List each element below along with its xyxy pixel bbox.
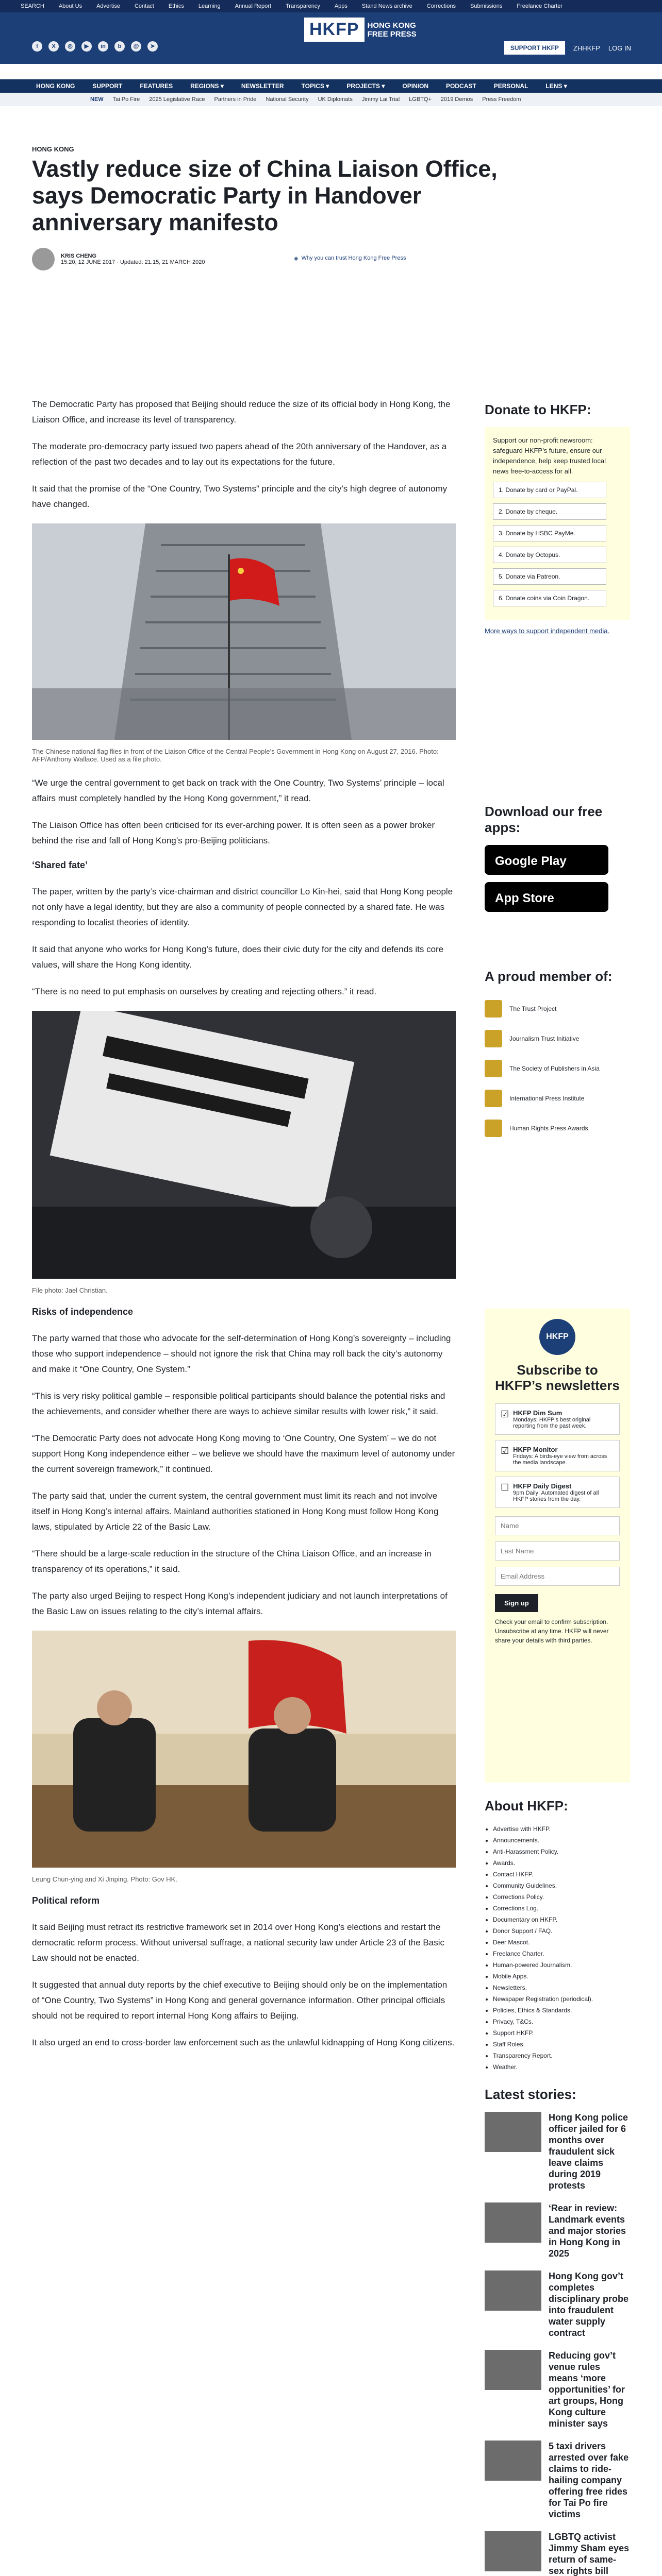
topbar-link[interactable]: Advertise: [96, 3, 120, 9]
member-org[interactable]: [485, 1083, 630, 1113]
topbar-link[interactable]: Contact: [134, 3, 154, 9]
paragraph: The Liaison Office has often been criticised for its ever-arching power. It is often seen as a power broker behind the rise and fall of Hong Kong’s pro-Beijing politicians.: [32, 820, 435, 845]
chinese-site-link[interactable]: ZHHKFP: [573, 44, 600, 52]
checkbox[interactable]: ☐: [501, 1482, 509, 1493]
paragraph: The paper, written by the party’s vice-chairman and district councillor Lo Kin-hei, said that Hong Kong people not only have a legal identity, but they are also a community of people connected by a shared fate. He was responding to localist theories of identity.: [32, 887, 453, 927]
topbar-link[interactable]: Freelance Charter: [517, 3, 563, 9]
about-link[interactable]: • Human-powered Journalism.: [493, 1959, 630, 1971]
about-link[interactable]: • Freelance Charter.: [493, 1948, 630, 1959]
bluesky-icon[interactable]: b: [114, 41, 125, 52]
topbar-link[interactable]: Transparency: [286, 3, 320, 9]
paragraph: It said that the promise of the “One Country, Two Systems” principle and the city’s high degree of autonomy have changed.: [32, 484, 448, 509]
trending-link[interactable]: Press Freedom: [482, 96, 521, 103]
newsletter-title: Subscribe to HKFP’s newsletters: [495, 1362, 620, 1393]
signup-button[interactable]: Sign up: [495, 1594, 538, 1612]
paragraph: “There should be a large-scale reduction in the structure of the China Liaison Office, and an increase in transparency of its operations,” it said.: [32, 1549, 432, 1574]
latest-story[interactable]: [485, 2112, 630, 2191]
topbar-link[interactable]: Apps: [334, 3, 347, 9]
article-dates: 15:20, 12 JUNE 2017 · Updated: 21:15, 21 MARCH 2020: [61, 259, 205, 265]
newsletter-note: Check your email to confirm subscription. Unsubscribe at any time. HKFP will never share your details with third parties.: [495, 1618, 609, 1644]
nav-item[interactable]: SUPPORT: [92, 82, 123, 90]
liaison-office-photo: [32, 523, 456, 742]
topbar-link[interactable]: Annual Report: [235, 3, 271, 9]
photo-caption: The Chinese national flag flies in front of the Liaison Office of the Central People’s Government in Hong Kong on August 27, 2016. Photo: AFP/Anthony Wallace. Used as a file photo.: [32, 748, 439, 763]
latest-story[interactable]: [485, 2531, 630, 2576]
paragraph: The moderate pro-democracy party issued two papers ahead of the 20th anniversary of the Handover, as a reflection of the past two decades and to lay out its expectations for the future.: [32, 442, 447, 467]
newsletter-desc: Fridays: A birds-eye view from across the media landscape.: [513, 1453, 607, 1466]
protest-photo: [32, 1011, 456, 1281]
subheading: ‘Shared fate’: [32, 860, 88, 870]
about-link[interactable]: • Newsletters.: [493, 1982, 630, 1993]
instagram-icon[interactable]: ◎: [65, 41, 75, 52]
paragraph: The party warned that those who advocate for the self-determination of Hong Kong’s sovereignty – including those who support independence – should not ignore the risk that China may roll back the city’s autonomy and make it “One Country, One System.”: [32, 1333, 451, 1374]
linkedin-icon[interactable]: in: [98, 41, 108, 52]
trending-bar: [0, 93, 662, 106]
about-link[interactable]: • Donor Support / FAQ.: [493, 1925, 630, 1937]
about-link[interactable]: • Newspaper Registration (periodical).: [493, 1993, 630, 2005]
member-org[interactable]: [485, 1024, 630, 1054]
topbar-link[interactable]: Ethics: [168, 3, 184, 9]
topbar-link[interactable]: Submissions: [470, 3, 503, 9]
about-link[interactable]: • Support HKFP.: [493, 2027, 630, 2039]
paragraph: It also urged an end to cross-border law enforcement such as the unlawful kidnapping of Hong Kong citizens.: [32, 2038, 455, 2047]
story-headline[interactable]: LGBTQ activist Jimmy Sham eyes return of same-sex rights bill: [549, 2532, 630, 2576]
latest-story[interactable]: [485, 2350, 630, 2429]
member-logo-icon: [485, 1030, 502, 1047]
last-name-field[interactable]: [495, 1541, 620, 1561]
newsletter-option[interactable]: [495, 1440, 620, 1471]
donate-method-button[interactable]: 2. Donate by cheque.: [493, 503, 606, 520]
member-org[interactable]: [485, 994, 630, 1024]
x-icon[interactable]: X: [48, 41, 59, 52]
trending-link[interactable]: Jimmy Lai Trial: [361, 96, 400, 103]
newsletter-name: HKFP Dim Sum: [513, 1409, 562, 1417]
trending-link[interactable]: Partners in Pride: [214, 96, 257, 103]
about-link[interactable]: • Policies, Ethics & Standards.: [493, 2005, 630, 2016]
newsletter-name: HKFP Daily Digest: [513, 1482, 572, 1490]
trending-link[interactable]: National Security: [266, 96, 309, 103]
story-thumbnail: [485, 2350, 541, 2390]
masthead: [0, 12, 662, 64]
photo-caption: Leung Chun-ying and Xi Jinping. Photo: Gov HK.: [32, 1875, 177, 1883]
paragraph: The party said that, under the current system, the central government must limit its reach and not involve itself in Hong Kong’s internal affairs. Mainland authorities stationed in Hong Kong must follow Hong Kong laws, stipulated by Article 22 of the Basic Law.: [32, 1491, 439, 1532]
latest-story[interactable]: [485, 2270, 630, 2338]
about-link[interactable]: • Contact HKFP.: [493, 1869, 630, 1880]
sidebar-donate: [485, 402, 630, 635]
donate-method-button[interactable]: 3. Donate by HSBC PayMe.: [493, 525, 606, 541]
about-link[interactable]: • Documentary on HKFP.: [493, 1914, 630, 1925]
login-link[interactable]: LOG IN: [608, 44, 631, 52]
sidebar-latest: [485, 2087, 630, 2576]
email-field[interactable]: [495, 1567, 620, 1586]
about-link[interactable]: • Deer Mascot.: [493, 1937, 630, 1948]
member-logo-icon: [485, 1060, 502, 1077]
logo-line1: HONG KONG: [367, 21, 416, 30]
donate-method-button[interactable]: 1. Donate by card or PayPal.: [493, 482, 606, 498]
member-org[interactable]: [485, 1113, 630, 1143]
facebook-icon[interactable]: f: [32, 41, 42, 52]
member-name: International Press Institute: [509, 1095, 585, 1102]
topbar-link[interactable]: About Us: [58, 3, 82, 9]
trending-link[interactable]: LGBTQ+: [409, 96, 432, 103]
newsletter-name: HKFP Monitor: [513, 1446, 558, 1453]
about-link[interactable]: • Privacy, T&Cs.: [493, 2016, 630, 2027]
newsletter-option[interactable]: [495, 1403, 620, 1435]
nav-item[interactable]: FEATURES: [140, 82, 173, 90]
member-name: Journalism Trust Initiative: [509, 1035, 580, 1042]
photo-caption: File photo: Jael Christian.: [32, 1286, 108, 1294]
paragraph: The party also urged Beijing to respect Hong Kong’s independent judiciary and not launch interpretations of the Basic Law on issues relating to the city’s internal affairs.: [32, 1591, 448, 1616]
logo-line2: FREE PRESS: [367, 29, 417, 39]
member-name: The Trust Project: [509, 1005, 557, 1012]
story-thumbnail: [485, 2531, 541, 2571]
latest-story[interactable]: [485, 2441, 630, 2520]
nav-item[interactable]: NEWSLETTER: [241, 82, 284, 90]
article-body: [32, 397, 456, 2062]
social-links: [32, 41, 158, 52]
threads-icon[interactable]: @: [131, 41, 141, 52]
telegram-icon[interactable]: ➤: [147, 41, 158, 52]
topbar-link[interactable]: Stand News archive: [361, 3, 412, 9]
paragraph: It said Beijing must retract its restrictive framework set in 2014 over Hong Kong’s elections and restart the democratic reform process. Without universal suffrage, a national security law under Article 23 of the Basic Law should not be enacted.: [32, 1922, 445, 1963]
sidebar-about: [485, 1798, 630, 2073]
top-utility-bar: [0, 0, 662, 12]
nav-item[interactable]: PROJECTS ▾: [346, 82, 385, 90]
nav-item[interactable]: LENS ▾: [545, 82, 567, 90]
hkfp-logo[interactable]: [304, 18, 417, 42]
paragraph: “The Democratic Party does not advocate Hong Kong moving to ‘One Country, One System’ – we do not support Hong Kong independence either – we believe we should have the maximum level of autonomy under the current sovereign framework,” it continued.: [32, 1433, 455, 1474]
section-label[interactable]: HONG KONG: [32, 145, 74, 153]
trending-link[interactable]: 2019 Demos: [440, 96, 473, 103]
author-name[interactable]: KRIS CHENG: [61, 253, 97, 259]
about-link[interactable]: • Transparency Report.: [493, 2050, 630, 2061]
member-logo-icon: [485, 1090, 502, 1107]
about-link[interactable]: • Advertise with HKFP.: [493, 1823, 630, 1835]
more-ways-link[interactable]: More ways to support independent media.: [485, 627, 610, 635]
youtube-icon[interactable]: ▶: [81, 41, 92, 52]
about-link[interactable]: • Staff Roles.: [493, 2039, 630, 2050]
member-name: Human Rights Press Awards: [509, 1125, 588, 1132]
member-org[interactable]: [485, 1054, 630, 1083]
newsletter-option[interactable]: [495, 1477, 620, 1508]
trust-link[interactable]: [294, 255, 406, 262]
story-thumbnail: [485, 2112, 541, 2152]
donate-blurb: Support our non-profit newsroom: safeguard HKFP’s future, ensure our independence, help keep trusted local news free-to-access for all.: [493, 436, 606, 475]
paragraph: “This is very risky political gamble – responsible political participants should balance the potential risks and the achievements, and consider whether there are ways to achieve similar results with lower risk,” it said.: [32, 1391, 445, 1416]
member-logo-icon: [485, 1120, 502, 1137]
main-navigation: [0, 79, 662, 93]
paragraph: It suggested that annual duty reports by the chief executive to Beijing should only be on the implementation of “One Country, Two Systems” in Hong Kong and general governance information. Other principal officials should not be required to report internal Hong Kong affairs to Beijing.: [32, 1980, 448, 2021]
support-hkfp-button[interactable]: SUPPORT HKFP: [504, 41, 565, 55]
newsletter-signup: [485, 1309, 630, 1783]
article-title: Vastly reduce size of China Liaison Office, says Democratic Party in Handover anniversary manifesto: [32, 156, 498, 235]
trending-link[interactable]: Tai Po Fire: [112, 96, 140, 103]
nav-item[interactable]: HONG KONG: [36, 82, 75, 90]
shield-icon: ◈: [294, 256, 299, 262]
nav-item[interactable]: REGIONS ▾: [190, 82, 224, 90]
nav-item[interactable]: PERSONAL: [493, 82, 528, 90]
subheading: Political reform: [32, 1895, 100, 1906]
donate-method-button[interactable]: 6. Donate coins via Coin Dragon.: [493, 590, 606, 606]
latest-story[interactable]: [485, 2202, 630, 2259]
newsletter-desc: 9pm Daily: Automated digest of all HKFP stories from the day.: [513, 1490, 599, 1502]
sidebar-heading: About HKFP:: [485, 1798, 568, 1814]
checkbox[interactable]: ☑: [501, 1446, 509, 1456]
donate-method-button[interactable]: 5. Donate via Patreon.: [493, 568, 606, 585]
member-name: The Society of Publishers in Asia: [509, 1065, 600, 1072]
member-logo-icon: [485, 1000, 502, 1018]
newsletter-desc: Mondays: HKFP’s best original reporting from the past week.: [513, 1417, 591, 1429]
paragraph: It said that anyone who works for Hong Kong’s future, does their civic duty for the city and defends its core values, will share the Hong Kong identity.: [32, 944, 444, 970]
sidebar-members: [485, 969, 630, 1143]
nav-item[interactable]: PODCAST: [446, 82, 476, 90]
app-store-badge[interactable]: App Store: [485, 882, 608, 912]
story-headline[interactable]: ‘Rear in review: Landmark events and major stories in Hong Kong in 2025: [549, 2203, 626, 2259]
trending-link[interactable]: 2025 Legislative Race: [149, 96, 205, 103]
about-link[interactable]: • Corrections Log.: [493, 1903, 630, 1914]
story-headline[interactable]: 5 taxi drivers arrested over fake claims to ride-hailing company offering free rides for Tai Po fire victims: [549, 2441, 629, 2519]
donate-method-button[interactable]: 4. Donate by Octopus.: [493, 547, 606, 563]
sidebar-heading: Download our free apps:: [485, 804, 603, 835]
story-thumbnail: [485, 2441, 541, 2481]
topbar-link[interactable]: SEARCH: [21, 3, 44, 9]
trending-link[interactable]: UK Diplomats: [318, 96, 353, 103]
about-link[interactable]: • Community Guidelines.: [493, 1880, 630, 1891]
nav-item[interactable]: TOPICS ▾: [301, 82, 329, 90]
sidebar-heading: A proud member of:: [485, 969, 613, 984]
subheading: Risks of independence: [32, 1307, 134, 1317]
story-headline[interactable]: Reducing gov’t venue rules means ‘more opportunities’ for art groups, Hong Kong culture minister says: [549, 2350, 625, 2429]
name-field[interactable]: [495, 1516, 620, 1535]
story-thumbnail: [485, 2270, 541, 2311]
google-play-badge[interactable]: Google Play: [485, 845, 608, 875]
checkbox[interactable]: ☑: [501, 1409, 509, 1419]
about-link[interactable]: • Announcements.: [493, 1835, 630, 1846]
about-link[interactable]: • Corrections Policy.: [493, 1891, 630, 1903]
story-headline[interactable]: Hong Kong gov’t completes disciplinary probe into fraudulent water supply contract: [549, 2271, 629, 2338]
sidebar-heading: Donate to HKFP:: [485, 402, 591, 417]
leung-xi-photo: [32, 1631, 456, 1870]
about-link[interactable]: • Mobile Apps.: [493, 1971, 630, 1982]
paragraph: “We urge the central government to get back on track with the One Country, Two Systems’ principle – local affairs must completely handled by the Hong Kong government,” it read.: [32, 778, 444, 803]
paragraph: The Democratic Party has proposed that Beijing should reduce the size of its official body in Hong Kong, the Liaison Office, and increase its level of transparency.: [32, 399, 451, 425]
about-link[interactable]: • Anti-Harassment Policy.: [493, 1846, 630, 1857]
topbar-link[interactable]: Corrections: [426, 3, 456, 9]
logo-mark: HKFP: [304, 18, 365, 42]
byline: [32, 246, 205, 272]
story-headline[interactable]: Hong Kong police officer jailed for 6 months over fraudulent sick leave claims during 2019 protests: [549, 2112, 628, 2191]
paragraph: “There is no need to put emphasis on ourselves by creating and rejecting others.” it read.: [32, 987, 377, 996]
sidebar-heading: Latest stories:: [485, 2087, 576, 2102]
nav-item[interactable]: OPINION: [402, 82, 429, 90]
story-thumbnail: [485, 2202, 541, 2243]
about-link[interactable]: • Awards.: [493, 1857, 630, 1869]
author-avatar: [32, 248, 55, 270]
topbar-link[interactable]: Learning: [198, 3, 221, 9]
trust-link-label: Why you can trust Hong Kong Free Press: [301, 255, 406, 261]
hkfp-badge: HKFP: [539, 1319, 575, 1355]
new-badge: NEW: [90, 96, 104, 103]
sidebar-apps: [485, 804, 630, 919]
about-link[interactable]: • Weather.: [493, 2061, 630, 2073]
